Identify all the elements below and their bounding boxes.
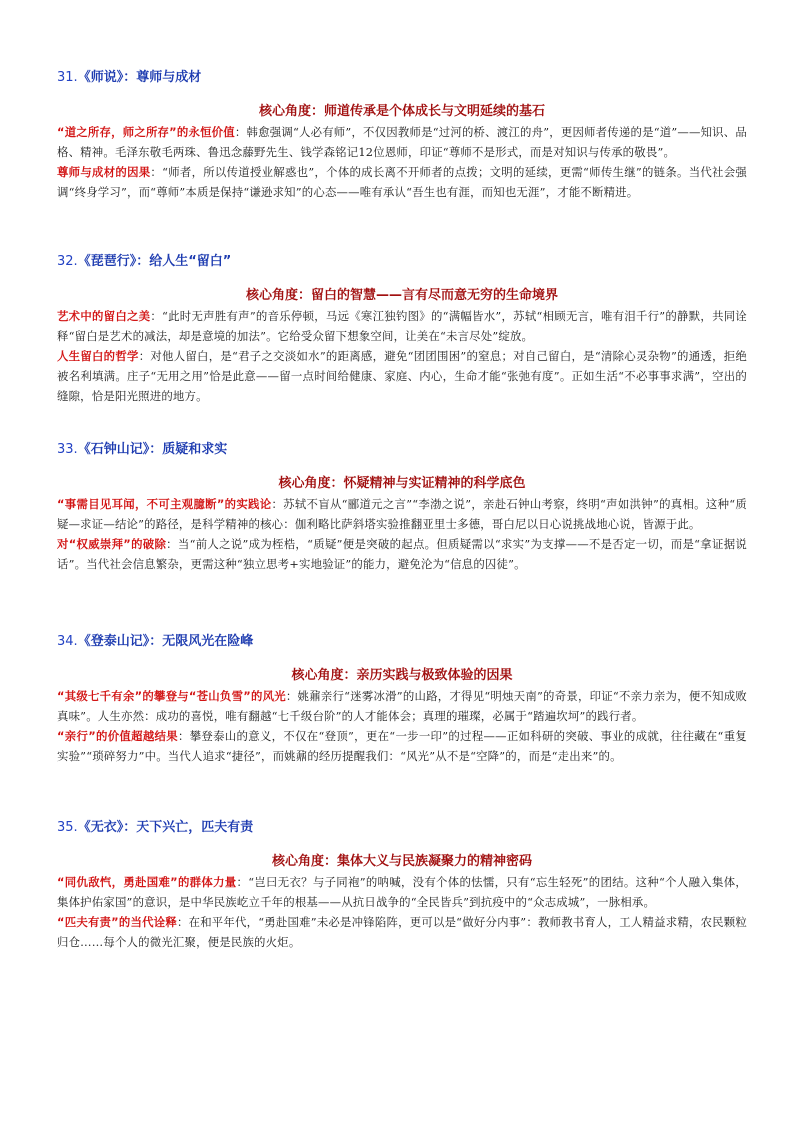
core-angle [57, 286, 747, 306]
core-angle-text: 师道传承是个体成长与文明延续的基石 [324, 104, 546, 119]
book-title: 《登泰山记》 [77, 634, 150, 649]
paragraph-text: “岂曰无衣？与子同袍”的呐喊，没有个体的怯懦，只有“忘生轻死”的团结。这种“个人融入集体，集体护佑家国”的意识，是中华民族屹立千年的根基——从抗日战争的“全民皆兵”到抗疫中的“众志成城”，一脉相承。 [57, 875, 747, 909]
paragraph-text: 苏轼不盲从“郦道元之言”“李渤之说”，亲赴石钟山考察，终明“声如洪钟”的真相。这种“质疑—求证—结论”的路径，是科学精神的核心：伽利略比萨斜塔实验推翻亚里士多德，哥白尼以日心说挑战地心说，皆源于此。 [57, 497, 747, 531]
core-angle-label: 核心角度： [271, 854, 337, 869]
section-title [57, 440, 747, 460]
paragraph [57, 122, 747, 162]
paragraph-text: 姚鼐亲行“迷雾冰滑”的山路，才得见“明烛天南”的奇景，印证“不亲力亲为，便不知成败真味”。人生亦然：成功的喜悦，唯有翻越“七千级台阶”的人才能体会；真理的璀璨，必属于“踏遍坎坷”的践行者。 [57, 689, 748, 723]
core-angle [57, 102, 747, 122]
core-angle-text: 亲历实践与极致体验的因果 [356, 668, 513, 683]
core-angle-label: 核心角度： [258, 104, 324, 119]
paragraph-text: 对他人留白，是“君子之交淡如水”的距离感，避免“团团围困”的窒息；对自己留白，是“清除心灵杂物”的通透，拒绝被名利填满。庄子“无用之用”恰是此意——留一点时间给健康、家庭、内心，生命才能“张弛有度”。正如生活“不必事事求满”，空出的缝隙，恰是阳光照进的地方。 [57, 349, 747, 403]
section-theme: 质疑和求实 [162, 442, 228, 457]
paragraph-colon: ： [150, 309, 163, 323]
paragraph [57, 912, 747, 952]
paragraph-colon: ： [177, 729, 190, 743]
section-33 [57, 440, 747, 574]
section-title [57, 818, 747, 838]
core-angle-text: 集体大义与民族凝聚力的精神密码 [337, 854, 533, 869]
core-angle-label: 核心角度： [245, 288, 311, 303]
section-35 [57, 818, 747, 952]
book-title: 《石钟山记》 [77, 442, 150, 457]
paragraph [57, 162, 747, 202]
paragraph [57, 686, 747, 726]
section-number: 33. [57, 442, 78, 457]
paragraph-key: 对“权威崇拜”的破除 [57, 537, 167, 551]
core-angle [57, 666, 747, 686]
paragraph-colon: ： [166, 537, 178, 551]
section-theme: 天下兴亡，匹夫有责 [136, 820, 254, 835]
section-title [57, 68, 747, 88]
core-angle [57, 474, 747, 494]
title-separator: ： [123, 70, 137, 85]
paragraph-key: “匹夫有责”的当代诠释 [57, 915, 177, 929]
paragraph-colon: ： [236, 875, 249, 889]
paragraph-key: 艺术中的留白之美 [57, 309, 151, 323]
paragraph-colon: ： [138, 349, 151, 363]
book-title: 《师说》 [77, 70, 124, 85]
paragraph-text: 在和平年代，“勇赴国难”未必是冲锋陷阵，更可以是“做好分内事”：教师教书育人，工人精益求精，农民颗粒归仓……每个人的微光汇聚，便是民族的火炬。 [57, 915, 747, 949]
title-separator: ： [123, 820, 137, 835]
paragraph [57, 534, 747, 574]
paragraph [57, 346, 747, 406]
section-number: 35. [57, 820, 78, 835]
section-number: 31. [57, 70, 78, 85]
paragraph-key: 人生留白的哲学 [57, 349, 139, 363]
title-separator: ： [136, 254, 150, 269]
paragraph-key: “其级七千有余”的攀登与“苍山负雪”的风光 [57, 689, 286, 703]
section-title [57, 632, 747, 652]
paragraph-key: “事需目见耳闻，不可主观臆断”的实践论 [57, 497, 272, 511]
paragraph-colon: ： [271, 497, 284, 511]
section-number: 34. [57, 634, 78, 649]
paragraph-text: 当“前人之说”成为桎梏，“质疑”便是突破的起点。但质疑需以“求实”为支撑——不是否定一切，而是“拿证据说话”。当代社会信息繁杂，更需这种“独立思考+实地验证”的能力，避免沦为“信息的囚徒”。 [57, 537, 747, 571]
paragraph-colon: ： [285, 689, 298, 703]
paragraph-key: “道之所存，师之所存”的永恒价值 [57, 125, 235, 139]
paragraph-text: “此时无声胜有声”的音乐停顿，马远《寒江独钓图》的“满幅皆水”，苏轼“相顾无言，唯有泪千行”的静默，共同诠释“留白是艺术的减法，却是意境的加法”。它给受众留下想象空间，让美在“未言尽处”绽放。 [57, 309, 747, 343]
core-angle [57, 852, 747, 872]
paragraph-text: 韩愈强调“人必有师”，不仅因教师是“过河的桥、渡江的舟”，更因师者传递的是“道”——知识、品格、精神。毛泽东敬毛两珠、鲁迅念藤野先生、钱学森铭记12位恩师，印证“尊师不是形式，而是对知识与传承的敬畏”。 [57, 125, 747, 159]
section-32 [57, 252, 747, 406]
paragraph [57, 494, 747, 534]
title-separator: ： [149, 442, 163, 457]
paragraph-key: 尊师与成材的因果 [57, 165, 151, 179]
section-theme: 给人生“留白” [149, 254, 232, 269]
paragraph-text: 攀登泰山的意义，不仅在“登顶”，更在“一步一印”的过程——正如科研的突破、事业的成就，往往藏在“重复实验”“琐碎努力”中。当代人追求“捷径”，而姚鼐的经历提醒我们：“风光”从不是“空降”的，而是“走出来”的。 [57, 729, 748, 763]
section-theme: 无限风光在险峰 [162, 634, 254, 649]
section-34 [57, 632, 747, 766]
paragraph [57, 872, 747, 912]
paragraph-colon: ： [234, 125, 247, 139]
book-title: 《无衣》 [77, 820, 124, 835]
paragraph-colon: ： [176, 915, 189, 929]
section-title [57, 252, 747, 272]
core-angle-text: 怀疑精神与实证精神的科学底色 [343, 476, 526, 491]
core-angle-label: 核心角度： [278, 476, 344, 491]
core-angle-label: 核心角度： [291, 668, 357, 683]
paragraph-key: “同仇敌忾，勇赴国难”的群体力量 [57, 875, 237, 889]
core-angle-text: 留白的智慧——言有尽而意无穷的生命境界 [311, 288, 559, 303]
title-separator: ： [149, 634, 163, 649]
paragraph [57, 726, 747, 766]
paragraph-text: “师者，所以传道授业解惑也”，个体的成长离不开师者的点拨；文明的延续，更需“师传生继”的链条。当代社会强调“终身学习”，而“尊师”本质是保持“谦逊求知”的心态——唯有承认“吾生也有涯，而知也无涯”，才能不断精进。 [57, 165, 747, 199]
paragraph-colon: ： [150, 165, 163, 179]
section-31 [57, 68, 747, 202]
section-theme: 尊师与成材 [136, 70, 202, 85]
section-number: 32. [57, 254, 78, 269]
paragraph [57, 306, 747, 346]
book-title: 《琵琶行》 [77, 254, 137, 269]
paragraph-key: “亲行”的价值超越结果 [57, 729, 178, 743]
